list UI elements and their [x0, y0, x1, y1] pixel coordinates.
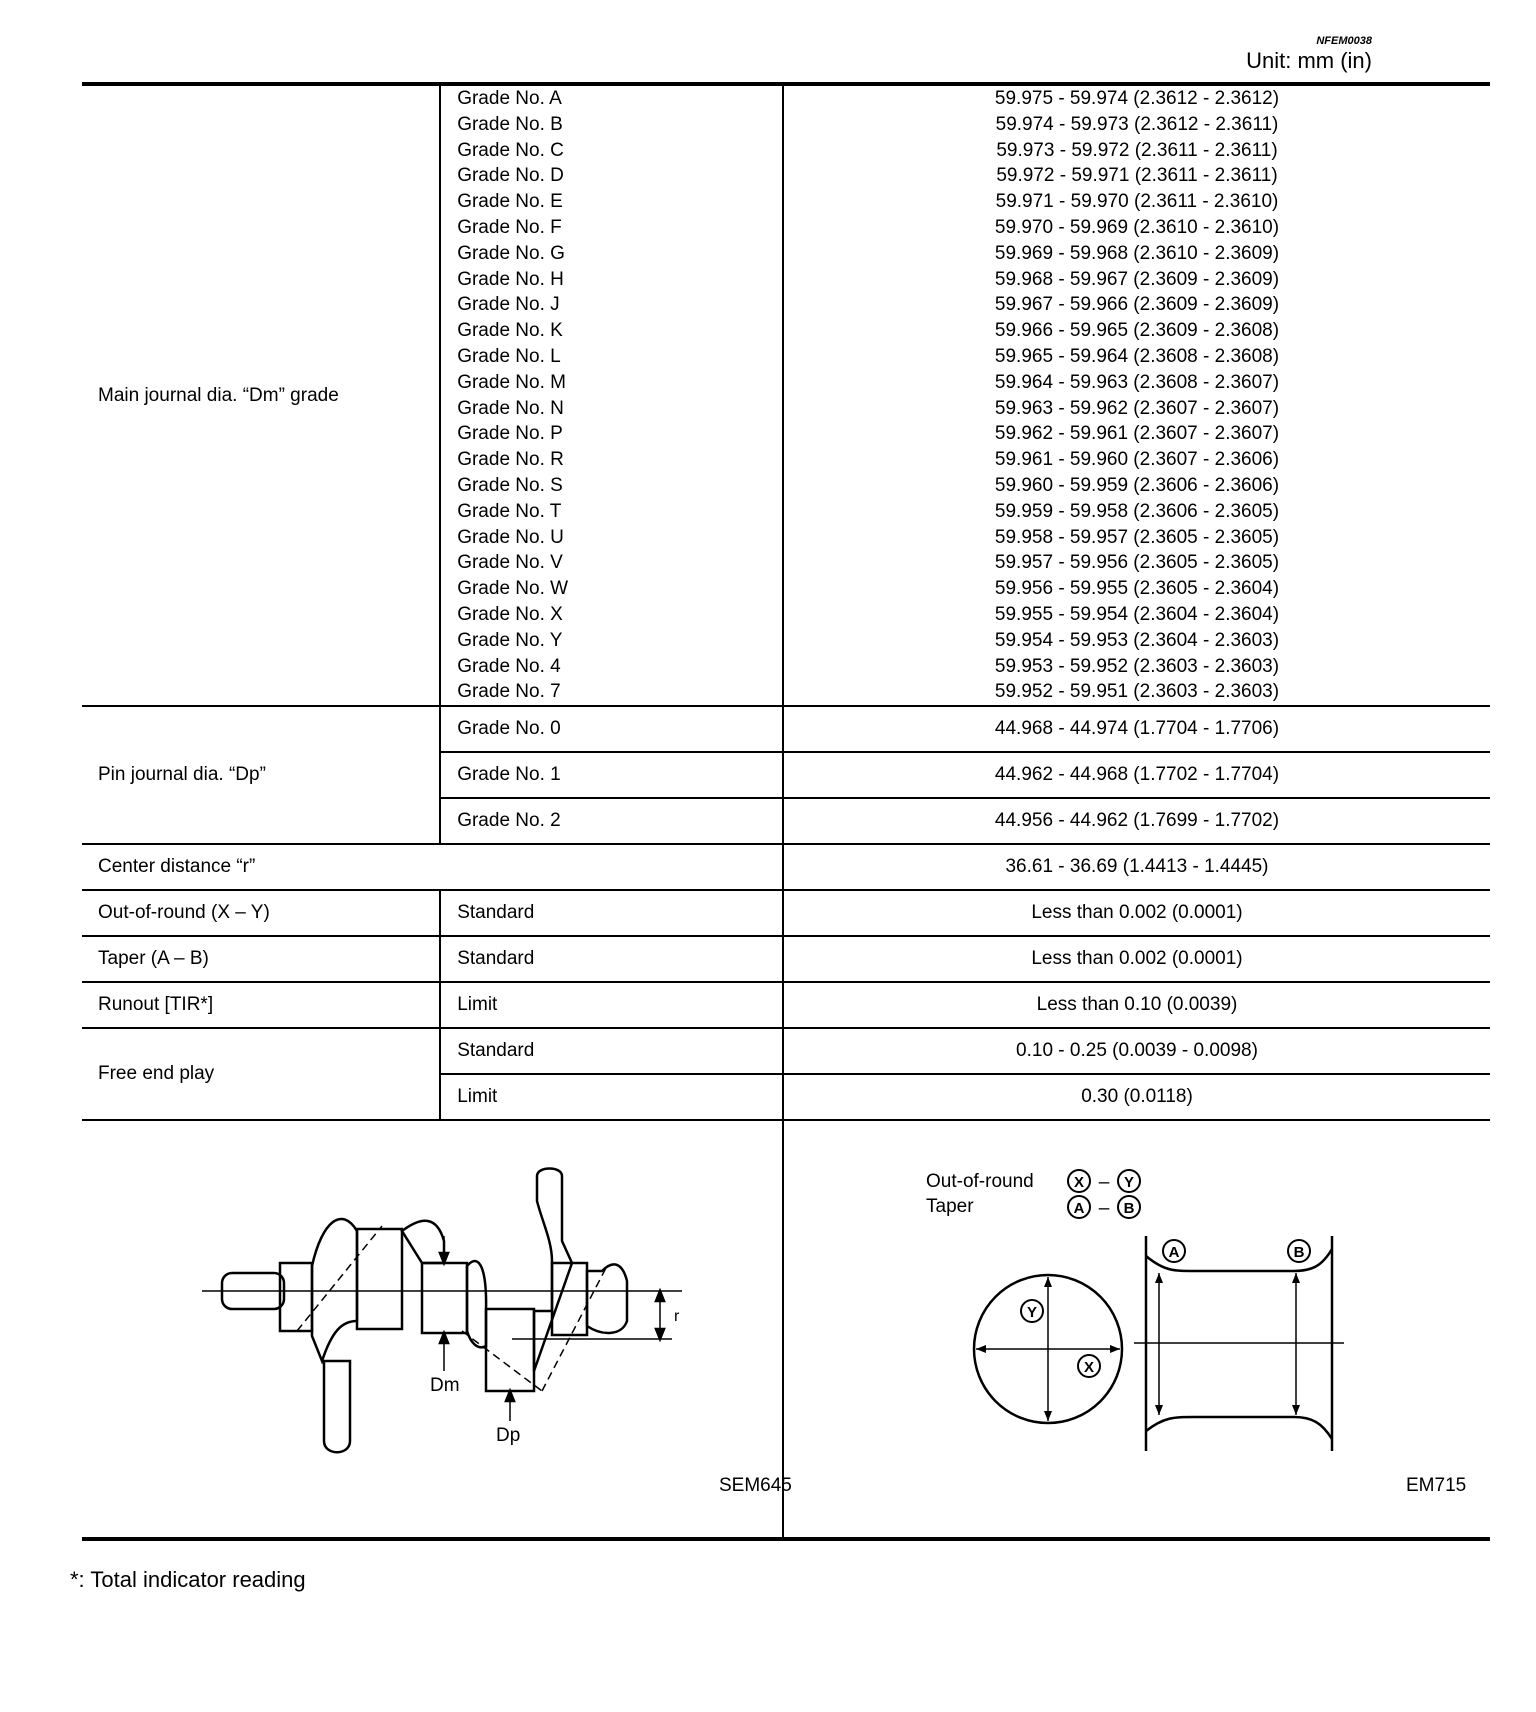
main-grade-label: Grade No. 7 — [457, 681, 561, 703]
main-grade-value: 59.962 - 59.961 (2.3607 - 2.3607) — [994, 423, 1280, 445]
out-of-round-label: Out-of-round (X – Y) — [82, 890, 440, 936]
figures-row — [82, 1120, 1490, 1539]
main-grade-label: Grade No. J — [457, 294, 560, 316]
pin-grade-2: Grade No. 2 — [440, 798, 783, 844]
main-grade-label: Grade No. X — [457, 603, 563, 625]
web-1 — [312, 1219, 357, 1361]
main-grade-label: Grade No. M — [457, 371, 566, 393]
main-grade-value: 59.957 - 59.956 (2.3605 - 2.3605) — [994, 552, 1280, 574]
main-grade-label: Grade No. A — [457, 88, 562, 109]
free-end-play-row — [82, 1028, 1490, 1074]
main-grade-value: 59.960 - 59.959 (2.3606 - 2.3606) — [994, 474, 1280, 496]
main-grade-value: 59.961 - 59.960 (2.3607 - 2.3606) — [994, 449, 1280, 471]
main-grade-value: 59.967 - 59.966 (2.3609 - 2.3609) — [994, 294, 1280, 316]
journal-figure-cell — [783, 1120, 1490, 1539]
main-grade-value: 59.972 - 59.971 (2.3611 - 2.3611) — [996, 165, 1278, 187]
main-grade-label: Grade No. B — [457, 113, 563, 135]
main-grade-value: 59.953 - 59.952 (2.3603 - 2.3603) — [994, 655, 1280, 677]
runout-type: Limit — [440, 982, 783, 1028]
taper-row — [82, 936, 1490, 982]
main-grade-label: Grade No. K — [457, 320, 563, 342]
main-grade-value: 59.964 - 59.963 (2.3608 - 2.3607) — [994, 371, 1280, 393]
r-label: r — [674, 1308, 680, 1326]
main-grade-label: Grade No. P — [457, 423, 563, 445]
out-of-round-caption: Out-of-round — [926, 1171, 1034, 1193]
main-grade-value: 59.973 - 59.972 (2.3611 - 2.3611) — [996, 139, 1278, 161]
taper-caption: Taper — [926, 1196, 974, 1218]
main-grade-label: Grade No. R — [457, 449, 564, 471]
main-grade-label: Grade No. E — [457, 191, 563, 213]
main-grade-label: Grade No. H — [457, 268, 564, 290]
dm-label: Dm — [430, 1375, 460, 1397]
pin-journal-label: Pin journal dia. “Dp” — [82, 706, 440, 844]
pin-value-1: 44.962 - 44.968 (1.7702 - 1.7704) — [783, 752, 1490, 798]
b-marker: B — [1293, 1244, 1305, 1262]
main-grade-value: 59.965 - 59.964 (2.3608 - 2.3608) — [994, 345, 1280, 367]
pin-value-2: 44.956 - 44.962 (1.7699 - 1.7702) — [783, 798, 1490, 844]
main-journal-3 — [422, 1263, 467, 1333]
main-grade-label: Grade No. U — [457, 526, 564, 548]
pin-grade-1: Grade No. 1 — [440, 752, 783, 798]
a-badge-text: A — [1073, 1200, 1085, 1218]
spec-table — [82, 82, 1490, 1541]
web-2 — [402, 1221, 444, 1263]
journal-diagram — [784, 1121, 1490, 1537]
b-badge-text: B — [1123, 1200, 1135, 1218]
main-grade-label: Grade No. D — [457, 165, 564, 187]
pin-journal-row — [82, 706, 1490, 752]
runout-value: Less than 0.10 (0.0039) — [783, 982, 1490, 1028]
main-grade-value: 59.952 - 59.951 (2.3603 - 2.3603) — [994, 681, 1280, 703]
center-distance-row — [82, 844, 1490, 890]
document-code: NFEM0038 — [1316, 35, 1372, 47]
runout-label: Runout [TIR*] — [82, 982, 440, 1028]
main-journal-label: Main journal dia. “Dm” grade — [82, 84, 440, 706]
crankshaft-figure-cell — [82, 1120, 792, 1539]
free-end-play-limit-label: Limit — [440, 1074, 783, 1120]
main-grade-label: Grade No. 4 — [457, 655, 561, 677]
ab-dash: – — [1098, 1198, 1110, 1220]
free-end-play-limit-value: 0.30 (0.0118) — [783, 1074, 1490, 1120]
main-grade-label: Grade No. Y — [457, 629, 563, 651]
main-grade-label: Grade No. F — [457, 216, 562, 238]
main-grade-value: 59.966 - 59.965 (2.3609 - 2.3608) — [994, 320, 1280, 342]
runout-row — [82, 982, 1490, 1028]
center-distance-label: Center distance “r” — [82, 844, 783, 890]
main-journal-row — [82, 84, 1490, 706]
unit-label: Unit: mm (in) — [1246, 48, 1372, 73]
counterweight-2 — [534, 1169, 572, 1372]
main-grade-value: 59.963 - 59.962 (2.3607 - 2.3607) — [994, 397, 1280, 419]
taper-type: Standard — [440, 936, 783, 982]
main-grade-value: 59.958 - 59.957 (2.3605 - 2.3605) — [994, 526, 1280, 548]
x-marker: X — [1083, 1359, 1095, 1377]
em715-label: EM715 — [1406, 1475, 1467, 1497]
y-marker: Y — [1026, 1304, 1038, 1322]
counterweight-1 — [324, 1361, 350, 1452]
main-grade-label: Grade No. C — [457, 139, 564, 161]
main-journal-values — [783, 84, 1490, 706]
taper-label: Taper (A – B) — [82, 936, 440, 982]
main-grade-value: 59.971 - 59.970 (2.3611 - 2.3610) — [995, 191, 1279, 213]
main-grade-value: 59.970 - 59.969 (2.3610 - 2.3610) — [994, 216, 1280, 238]
main-grade-value: 59.959 - 59.958 (2.3606 - 2.3605) — [994, 500, 1280, 522]
free-end-play-standard-value: 0.10 - 0.25 (0.0039 - 0.0098) — [783, 1028, 1490, 1074]
out-of-round-row — [82, 890, 1490, 936]
free-end-play-label: Free end play — [82, 1028, 440, 1120]
pin-grade-0: Grade No. 0 — [440, 706, 783, 752]
footnote: *: Total indicator reading — [70, 1567, 306, 1592]
dp-label: Dp — [496, 1425, 521, 1447]
taper-value: Less than 0.002 (0.0001) — [783, 936, 1490, 982]
main-grade-value: 59.955 - 59.954 (2.3604 - 2.3604) — [994, 603, 1280, 625]
main-journal-2 — [357, 1229, 402, 1329]
main-grade-value: 59.968 - 59.967 (2.3609 - 2.3609) — [994, 268, 1280, 290]
main-grade-label: Grade No. W — [457, 578, 569, 600]
pin-value-0: 44.968 - 44.974 (1.7704 - 1.7706) — [783, 706, 1490, 752]
center-distance-value: 36.61 - 36.69 (1.4413 - 1.4445) — [783, 844, 1490, 890]
main-grade-label: Grade No. V — [457, 552, 563, 574]
xy-dash: – — [1098, 1172, 1110, 1194]
profile-bottom — [1146, 1417, 1332, 1439]
main-grade-value: 59.954 - 59.953 (2.3604 - 2.3603) — [994, 629, 1280, 651]
x-badge-text: X — [1073, 1174, 1085, 1192]
main-grade-value: 59.956 - 59.955 (2.3605 - 2.3604) — [994, 578, 1280, 600]
main-grade-label: Grade No. G — [457, 242, 565, 264]
main-grade-label: Grade No. S — [457, 474, 563, 496]
out-of-round-value: Less than 0.002 (0.0001) — [783, 890, 1490, 936]
out-of-round-type: Standard — [440, 890, 783, 936]
a-marker: A — [1168, 1244, 1180, 1262]
main-grade-label: Grade No. L — [457, 345, 561, 367]
main-journal-grades — [440, 84, 783, 706]
rear-flange — [587, 1265, 627, 1334]
main-grade-value: 59.974 - 59.973 (2.3612 - 2.3611) — [995, 113, 1279, 135]
main-grade-label: Grade No. N — [457, 397, 564, 419]
crankshaft-diagram — [82, 1121, 792, 1537]
sem645-label: SEM645 — [719, 1475, 792, 1497]
main-grade-value: 59.969 - 59.968 (2.3610 - 2.3609) — [994, 242, 1280, 264]
y-badge-text: Y — [1123, 1174, 1135, 1192]
free-end-play-standard-label: Standard — [440, 1028, 783, 1074]
main-grade-label: Grade No. T — [457, 500, 562, 522]
web-3 — [467, 1261, 486, 1347]
main-grade-value: 59.975 - 59.974 (2.3612 - 2.3612) — [994, 88, 1280, 109]
